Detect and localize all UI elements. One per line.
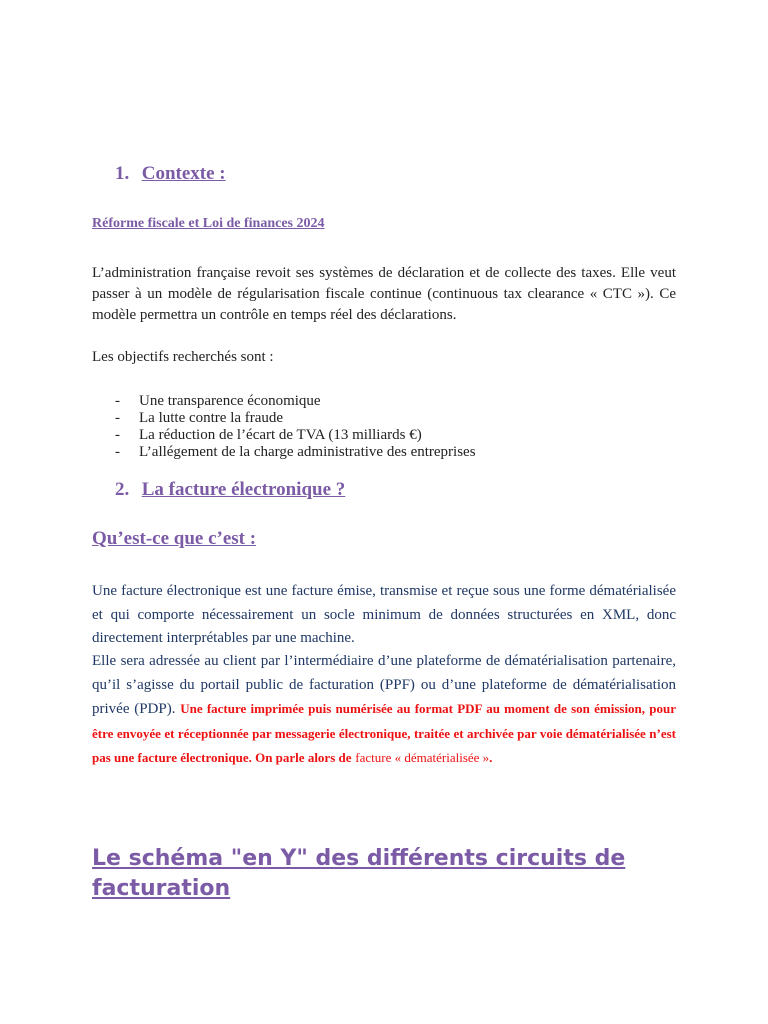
adressee-paragraph xyxy=(92,650,676,771)
list-item xyxy=(92,393,692,410)
list-bullet: - xyxy=(115,444,120,460)
objectifs-list xyxy=(92,393,692,461)
section-heading-contexte xyxy=(115,163,226,185)
section-number: 2. xyxy=(115,479,130,500)
list-bullet: - xyxy=(115,410,120,426)
section-heading-facture-electronique xyxy=(115,479,345,501)
list-item xyxy=(92,427,692,444)
list-item-text: L’allégement de la charge administrative des entreprises xyxy=(139,444,476,460)
objectifs-intro: Les objectifs recherchés sont : xyxy=(92,349,274,365)
definition-paragraph: Une facture électronique est une facture émise, transmise et reçue sous une forme dématérialisée et qui comporte nécessairement un socle minimum de données structurées en XML, donc directement interprétables par une machine. xyxy=(92,583,676,646)
section-title: La facture électronique ? xyxy=(141,479,346,500)
list-bullet: - xyxy=(115,427,120,443)
warning-term: facture « dématérialisée » xyxy=(355,750,490,765)
list-bullet: - xyxy=(115,393,120,409)
adressee-text: Elle sera adressée au client par l’intermédiaire d’une plateforme de dématérialisation partenaire, qu’il s’agisse du portail public de facturation (PPF) ou d’une plateforme de dématérialisation privée (PDP). xyxy=(92,653,676,717)
warning-end: . xyxy=(489,750,493,765)
list-item xyxy=(92,410,692,427)
warning-text: Une facture imprimée puis numérisée au format PDF au moment de son émission, pour être envoyée et réceptionnée par messagerie électronique, traitée et archivée par voie dématérialisée n’est pas une facture électronique. On parle alors de xyxy=(92,701,676,765)
list-item-text: La lutte contre la fraude xyxy=(139,410,284,426)
paragraph-administration: L’administration française revoit ses systèmes de déclaration et de collecte des taxes. Elle veut passer à un modèle de régularisation fiscale continue (continuous tax clearance « CTC »). Ce modèle permettra un contrôle en temps réel des déclarations. xyxy=(92,265,676,323)
section-number: 1. xyxy=(115,163,130,184)
section-title: Contexte : xyxy=(141,163,226,184)
list-item-text: Une transparence économique xyxy=(139,393,321,409)
question-heading: Qu’est-ce que c’est : xyxy=(92,528,257,549)
list-item xyxy=(92,444,692,461)
schema-heading: Le schéma "en Y" des différents circuits de facturation xyxy=(92,846,626,901)
subheading-reforme: Réforme fiscale et Loi de finances 2024 xyxy=(92,216,325,231)
list-item-text: La réduction de l’écart de TVA (13 milliards €) xyxy=(139,427,422,443)
